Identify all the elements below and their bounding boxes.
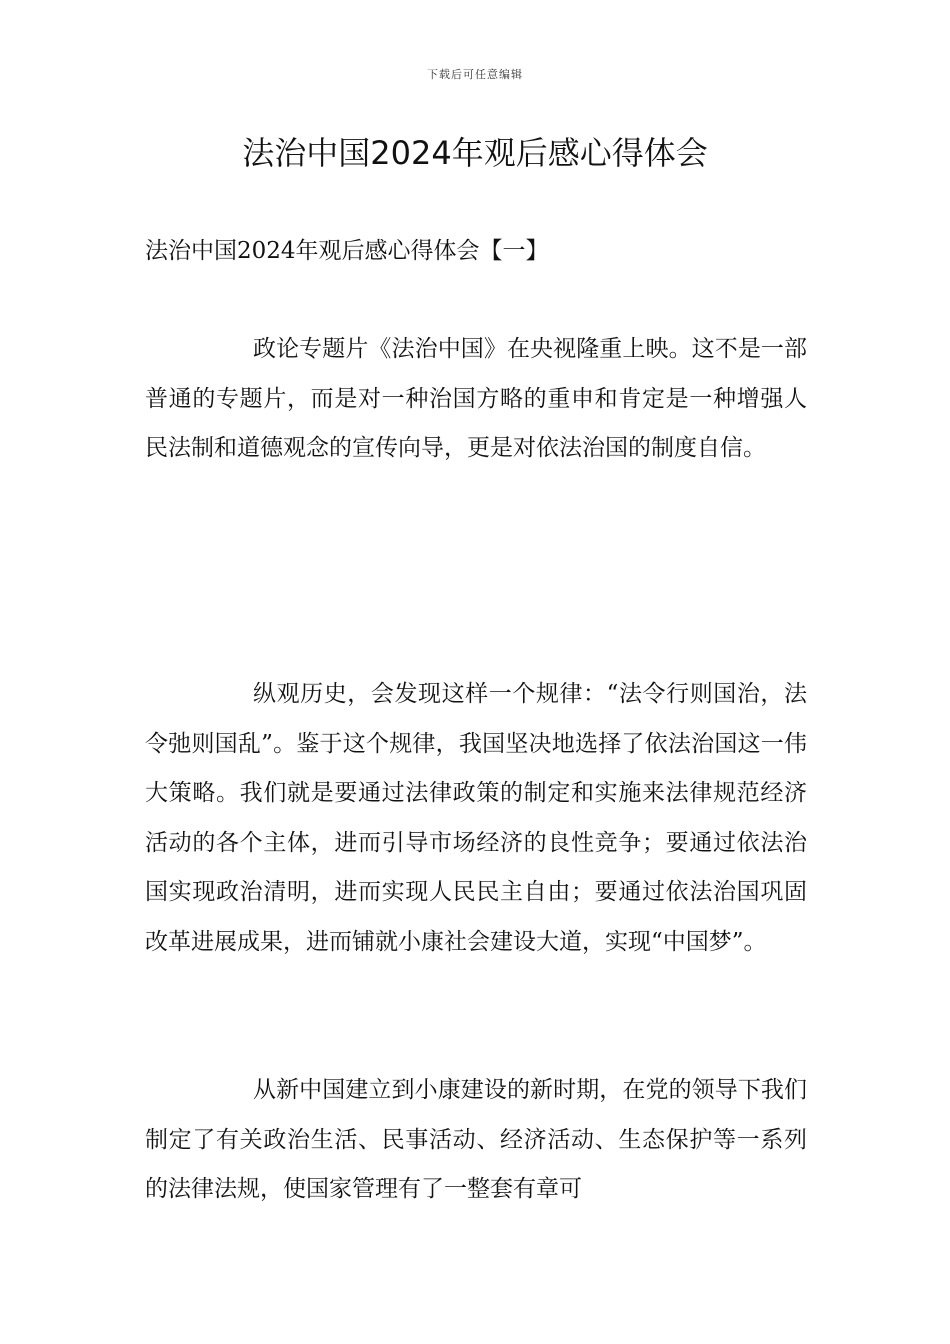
header-note: 下载后可任意编辑 [427,68,523,81]
document-title: 法治中国2024年观后感心得体会 [242,134,708,172]
body-paragraph-2: 纵观历史，会发现这样一个规律：“法令行则国治，法令弛则国乱”。鉴于这个规律，我国坚决地选择了依法治国这一伟大策略。我们就是要通过法律政策的制定和实施来法律规范经济活动的各个主体，进而引导市场经济的良性竞争；要通过依法治国实现政治清明，进而实现人民民主自由；要通过依法治国巩固改革进展成果，进而铺就小康社会建设大道，实现“中国梦”。 [145,681,807,955]
section-heading: 法治中国2024年观后感心得体会【一】 [145,238,549,264]
body-paragraph-3: 从新中国建立到小康建设的新时期，在党的领导下我们制定了有关政治生活、民事活动、经济活动、生态保护等一系列的法律法规，使国家管理有了一整套有章可 [145,1077,807,1202]
body-paragraph-1: 政论专题片《法治中国》在央视隆重上映。这不是一部普通的专题片，而是对一种治国方略的重申和肯定是一种增强人民法制和道德观念的宣传向导，更是对依法治国的制度自信。 [145,336,807,461]
